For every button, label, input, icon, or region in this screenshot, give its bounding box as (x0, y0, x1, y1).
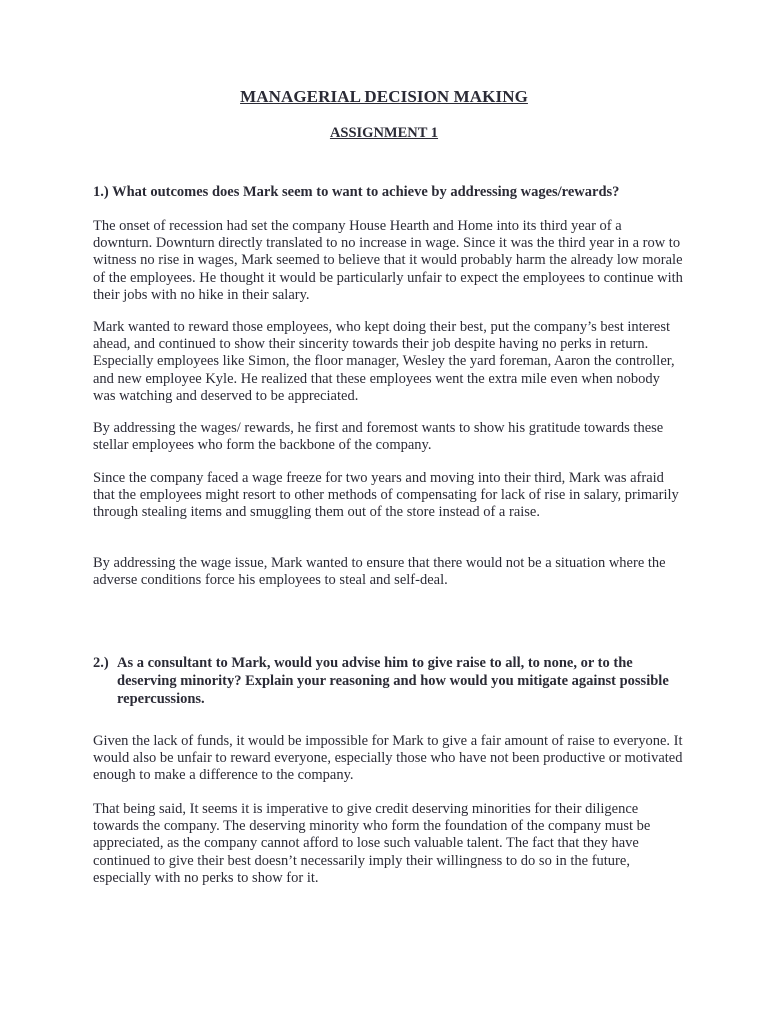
document-title: MANAGERIAL DECISION MAKING (240, 87, 528, 106)
q1-paragraph-2: Mark wanted to reward those employees, who kept doing their best, put the company’s best interest ahead, and continued to show their sincerity towards their job despite having no perks in return. Especially employees like Simon, the floor manager, Wesley the yard foreman, Aaron the controller, and new employee Kyle. He realized that these employees went the extra mile even when nobody was watching and deserved to be appreciated. (93, 319, 675, 404)
q2-paragraph-1: Given the lack of funds, it would be impossible for Mark to give a fair amount of raise to everyone. It would also be unfair to reward everyone, especially those who have not been productive or motivated enough to make a difference to the company. (93, 733, 683, 784)
document-subtitle: ASSIGNMENT 1 (329, 125, 439, 141)
q1-paragraph-5: By addressing the wage issue, Mark wanted to ensure that there would not be a situation where the adverse conditions force his employees to steal and self-deal. (93, 555, 666, 589)
q1-paragraph-3: By addressing the wages/ rewards, he first and foremost wants to show his gratitude towards these stellar employees who form the backbone of the company. (93, 420, 664, 454)
question-2-number: 2.) (93, 655, 109, 671)
question-2 (93, 654, 693, 708)
q1-paragraph-4: Since the company faced a wage freeze for two years and moving into their third, Mark was afraid that the employees might resort to other methods of compensating for lack of rise in salary, primarily through stealing items and smuggling them out of the store instead of a raise. (93, 470, 679, 521)
q2-paragraph-2: That being said, It seems it is imperative to give credit deserving minorities for their diligence towards the company. The deserving minority who form the foundation of the company must be appreciated, as the company cannot afford to lose such valuable talent. The fact that they have continued to give their best doesn’t necessarily imply their willingness to do so in the future, especially with no perks to show for it. (93, 801, 651, 886)
q1-paragraph-1: The onset of recession had set the company House Hearth and Home into its third year of a downturn. Downturn directly translated to no increase in wage. Since it was the third year in a row to witness no rise in wages, Mark seemed to believe that it would probably harm the already low morale of the employees. He thought it would be particularly unfair to expect the employees to continue with their jobs with no hike in their salary. (93, 218, 683, 303)
question-2-text: As a consultant to Mark, would you advise him to give raise to all, to none, or to the deserving minority? Explain your reasoning and how would you mitigate against possible repercussions. (117, 655, 669, 707)
question-1: 1.) What outcomes does Mark seem to want to achieve by addressing wages/rewards? (93, 184, 620, 200)
